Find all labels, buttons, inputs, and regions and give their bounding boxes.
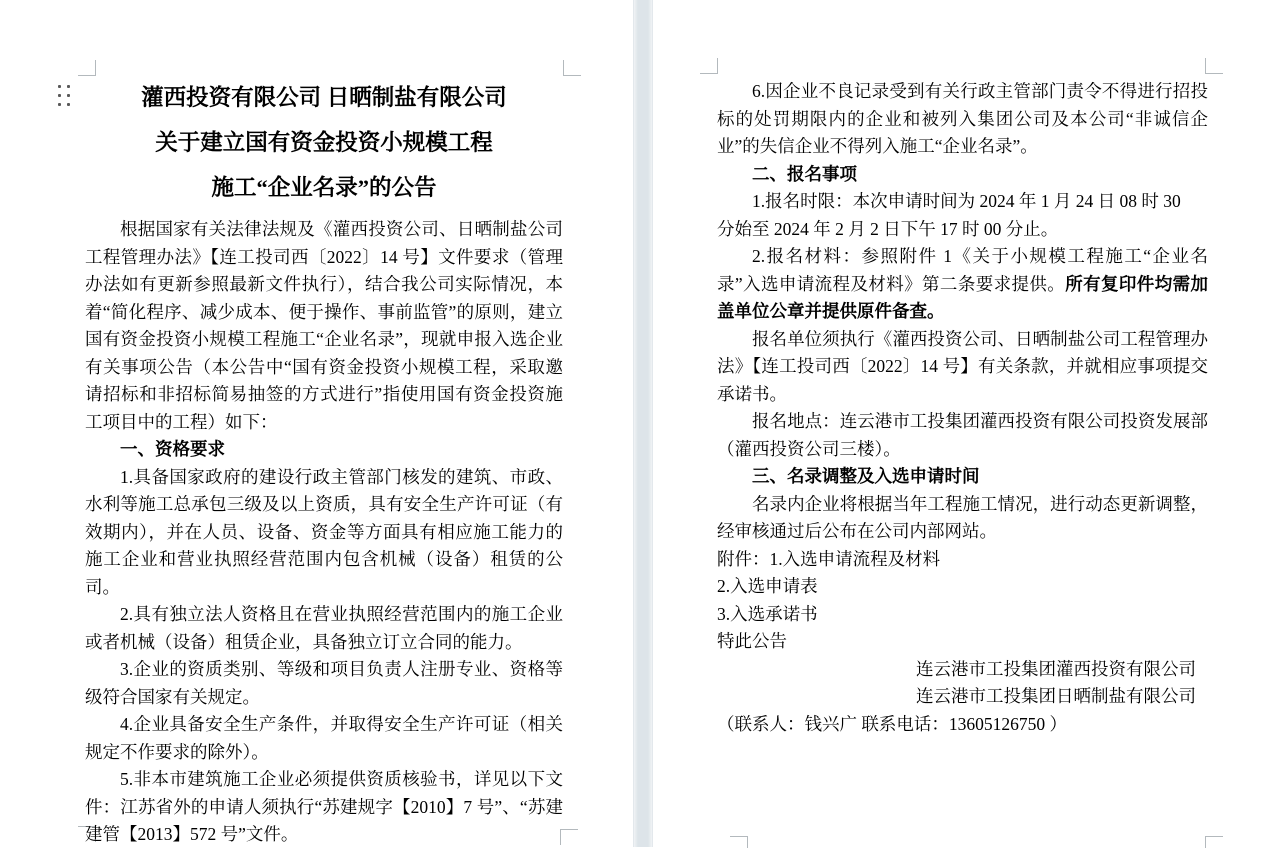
materials-text[interactable]: 2.报名材料：参照附件 1《关于小规模工程施工“企业名录”入选申请流程及材料》第二条要求提供。 — [717, 246, 1208, 294]
attachment-line-1[interactable]: 附件：1.入选申请流程及材料 — [717, 548, 941, 569]
text-boundary-mark — [730, 836, 748, 848]
title-line[interactable]: 关于建立国有资金投资小规模工程 — [155, 130, 493, 155]
attachment-line-2[interactable]: 2.入选申请表 — [717, 576, 818, 596]
page-2-body[interactable] — [717, 78, 1208, 738]
list-item-3[interactable]: 3.企业的资质类别、等级和项目负责人注册专业、资格等级符合国家有关规定。 — [85, 659, 563, 707]
list-item-1[interactable]: 1.具备国家政府的建设行政主管部门核发的建筑、市政、水利等施工总承包三级及以上资质，具有安全生产许可证（有效期内），并在人员、设备、资金等方面具有相应施工能力的施工企业和营业执照经营范围内包含机械（设备）租赁的公司。 — [85, 466, 563, 597]
paragraph-adjustment[interactable]: 名录内企业将根据当年工程施工情况，进行动态更新调整，经审核通过后公布在公司内部网站。 — [717, 493, 1208, 541]
paragraph-intro[interactable]: 根据国家有关法律法规及《灌西投资公司、日晒制盐公司工程管理办法》【连工投司西〔2022〕14 号】文件要求（管理办法如有更新参照最新文件执行），结合我公司实际情况，本着“简化程序、减少成本、便于操作、事前监管”的原则，建立国有资金投资小规模工程施工“企业名录”，现就申报入选企业有关事项公告（本公告中“国有资金投资小规模工程，采取邀请招标和非招标简易抽签的方式进行”指使用国有资金投资施工项目中的工程）如下： — [85, 219, 563, 432]
text-boundary-mark — [1205, 58, 1223, 74]
registration-deadline-line-2[interactable]: 分始至 2024 年 2 月 2 日下午 17 时 00 分止。 — [717, 218, 1059, 239]
page-1-body[interactable] — [85, 216, 563, 849]
section-heading-registration[interactable]: 二、报名事项 — [752, 163, 857, 184]
materials-bold-note[interactable]: 所有复印件均需加盖单位公章并提供原件备查。 — [717, 273, 1208, 321]
signature-line-2[interactable]: 连云港市工投集团日晒制盐有限公司 — [916, 686, 1196, 706]
registration-deadline-line-1[interactable]: 1.报名时限：本次申请时间为 2024 年 1 月 24 日 08 时 30 — [752, 191, 1181, 211]
list-item-2[interactable]: 2.具有独立法人资格且在营业执照经营范围内的施工企业或者机械（设备）租赁企业，具备独立订立合同的能力。 — [85, 604, 563, 652]
list-item-4[interactable]: 4.企业具备安全生产条件，并取得安全生产许可证（相关规定不作要求的除外）。 — [85, 714, 563, 762]
text-boundary-mark — [563, 60, 581, 76]
text-boundary-mark — [78, 60, 96, 76]
list-item-6[interactable]: 6.因企业不良记录受到有关行政主管部门责令不得进行招投标的处罚期限内的企业和被列入集团公司及本公司“非诚信企业”的失信企业不得列入施工“企业名录”。 — [717, 81, 1208, 156]
section-heading-qualifications[interactable]: 一、资格要求 — [120, 439, 225, 459]
attachment-line-3[interactable]: 3.入选承诺书 — [717, 603, 818, 624]
section-heading-directory-adjustment[interactable]: 三、名录调整及入选申请时间 — [752, 466, 980, 486]
title-line[interactable]: 施工“企业名录”的公告 — [211, 175, 437, 200]
page-divider — [633, 0, 653, 847]
list-item-5[interactable]: 5.非本市建筑施工企业必须提供资质核验书，详见以下文件：江苏省外的申请人须执行“苏建规字【2010】7 号”、“苏建建管【2013】572 号”文件。 — [85, 769, 563, 844]
paragraph-rules[interactable]: 报名单位须执行《灌西投资公司、日晒制盐公司工程管理办法》【连工投司西〔2022〕14 号】有关条款，并就相应事项提交承诺书。 — [717, 328, 1208, 404]
title-line[interactable]: 灌西投资有限公司 日晒制盐有限公司 — [141, 85, 507, 110]
contact-line[interactable]: （联系人：钱兴广 联系电话：13605126750 ） — [717, 713, 1067, 734]
text-boundary-mark — [700, 58, 718, 74]
paragraph-materials[interactable] — [717, 243, 1208, 326]
document-title[interactable] — [85, 75, 563, 210]
signature-line-1[interactable]: 连云港市工投集团灌西投资有限公司 — [916, 658, 1196, 679]
text-boundary-mark — [1205, 836, 1223, 848]
closing-line[interactable]: 特此公告 — [717, 631, 787, 651]
paragraph-location[interactable]: 报名地点：连云港市工投集团灌西投资有限公司投资发展部（灌西投资公司三楼）。 — [717, 411, 1208, 459]
paragraph-drag-handle-icon[interactable] — [58, 85, 71, 107]
